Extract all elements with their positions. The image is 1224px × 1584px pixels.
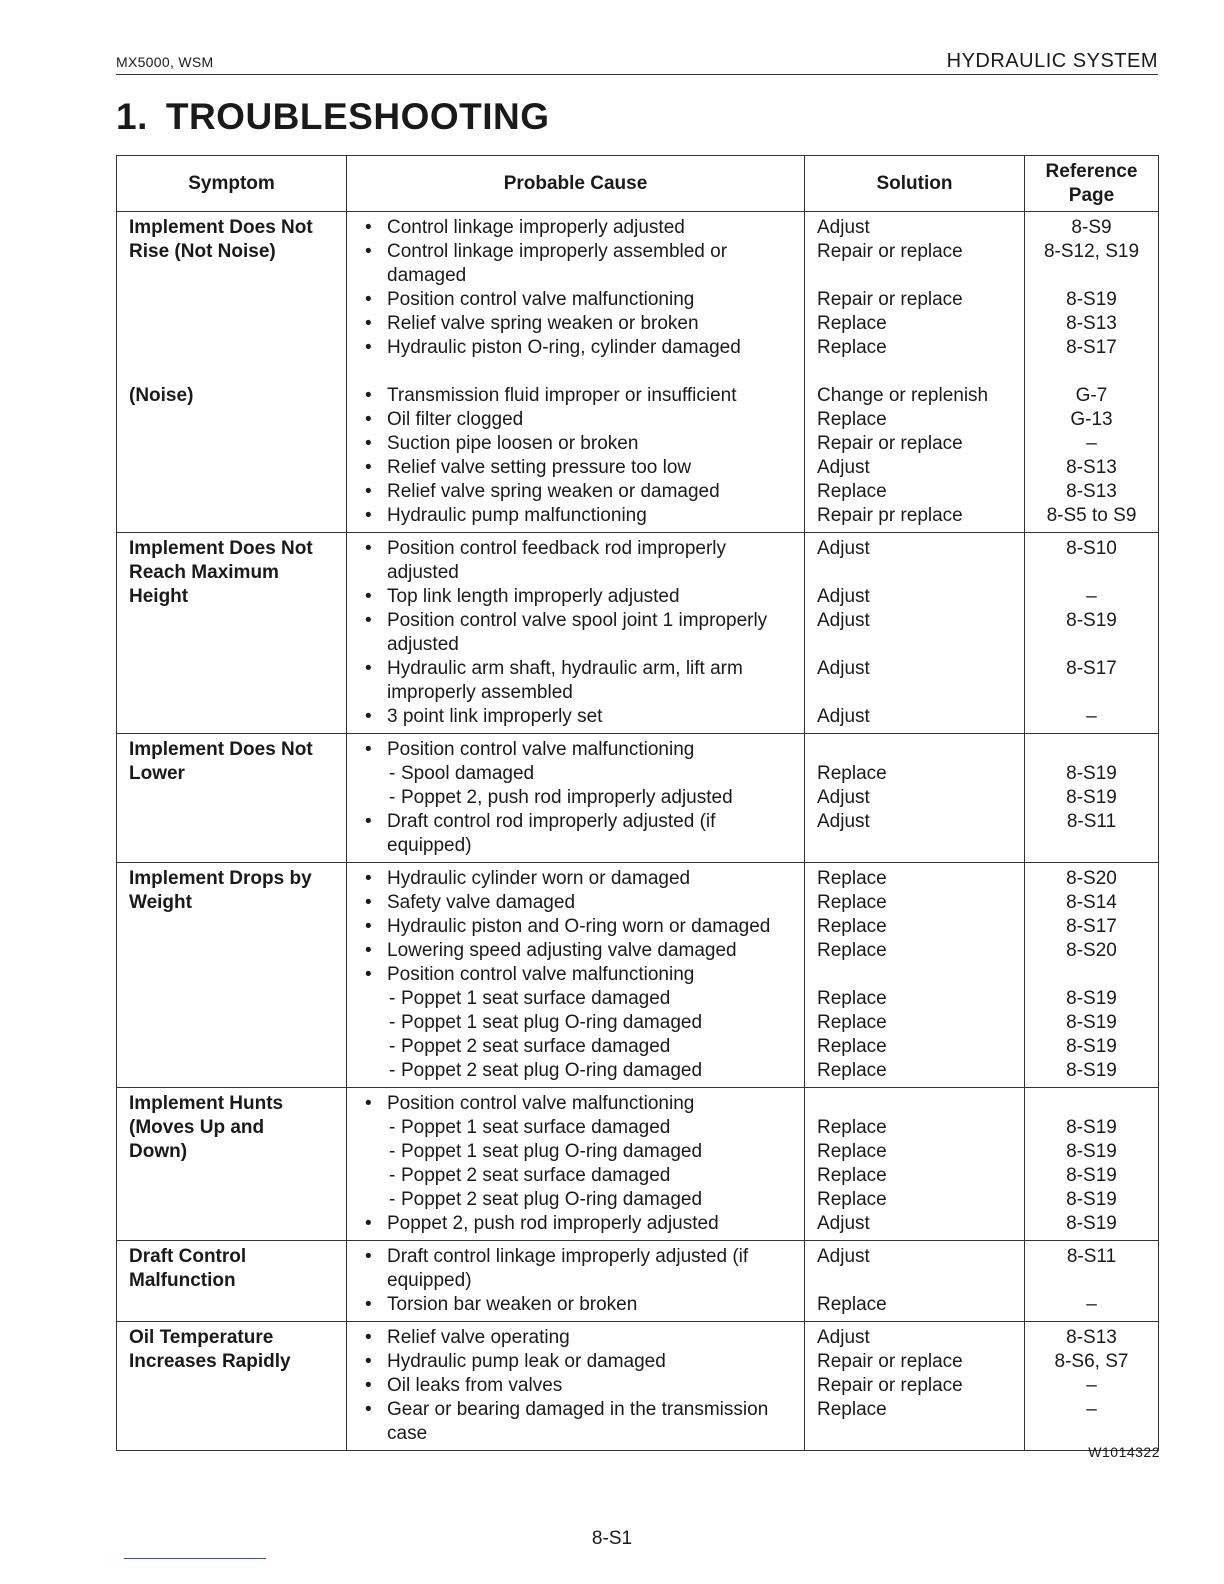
reference-page: 8-S19 bbox=[1066, 988, 1117, 1009]
symptom-text: Implement Does Not bbox=[129, 739, 313, 760]
solution-text bbox=[817, 738, 1024, 762]
solution-text bbox=[817, 360, 1024, 384]
solution-text: Adjust bbox=[817, 706, 870, 727]
cause-item: • Poppet 2, push rod improperly adjusted bbox=[361, 1212, 800, 1236]
cause-item: • Gear or bearing damaged in the transmission bbox=[361, 1398, 800, 1422]
symptom-text: Height bbox=[129, 586, 189, 607]
cause-item: equipped) bbox=[387, 835, 472, 856]
probable-cause-cell bbox=[347, 863, 805, 1088]
solution-text: Replace bbox=[817, 481, 887, 502]
cause-item: adjusted bbox=[387, 562, 459, 583]
solution-cell bbox=[805, 1241, 1025, 1322]
reference-page: 8-S14 bbox=[1066, 892, 1117, 913]
symptom-text: Oil Temperature bbox=[129, 1327, 274, 1348]
solution-text: Replace bbox=[817, 1117, 887, 1138]
solution-text: Replace bbox=[817, 988, 887, 1009]
reference-page bbox=[1025, 681, 1158, 705]
reference-page: – bbox=[1086, 706, 1097, 727]
cause-item: - Poppet 1 seat plug O-ring damaged bbox=[361, 1011, 800, 1035]
reference-page bbox=[1025, 360, 1158, 384]
reference-page: 8-S19 bbox=[1066, 1213, 1117, 1234]
page-number: 8-S1 bbox=[591, 1528, 633, 1549]
solution-text bbox=[817, 1269, 1024, 1293]
cause-item: - Poppet 2 seat surface damaged bbox=[361, 1035, 800, 1059]
probable-cause-cell bbox=[347, 533, 805, 734]
section-title: HYDRAULIC SYSTEM bbox=[946, 50, 1158, 72]
solution-text bbox=[817, 681, 1024, 705]
cause-item: • Relief valve spring weaken or damaged bbox=[361, 480, 800, 504]
reference-page: 8-S13 bbox=[1066, 313, 1117, 334]
reference-page: 8-S9 bbox=[1071, 217, 1112, 238]
title-number: 1. bbox=[116, 96, 148, 137]
document-code: W1014322 bbox=[1088, 1444, 1160, 1460]
troubleshooting-table bbox=[116, 155, 1159, 1451]
cause-item: • Draft control linkage improperly adjusted (if bbox=[361, 1245, 800, 1269]
cause-item: - Poppet 1 seat surface damaged bbox=[361, 1116, 800, 1140]
cause-item: - Poppet 2 seat surface damaged bbox=[361, 1164, 800, 1188]
solution-cell bbox=[805, 1322, 1025, 1451]
symptom-text: Down) bbox=[129, 1141, 188, 1162]
cause-item: • Position control valve malfunctioning bbox=[361, 738, 800, 762]
header-reference-page bbox=[1025, 156, 1159, 212]
cause-item: - Spool damaged bbox=[361, 762, 800, 786]
reference-page: 8-S19 bbox=[1066, 610, 1117, 631]
cause-item: • Hydraulic pump malfunctioning bbox=[361, 504, 800, 528]
table-row bbox=[117, 1322, 1159, 1451]
title-text: TROUBLESHOOTING bbox=[165, 96, 550, 137]
spacer bbox=[361, 360, 800, 384]
solution-text: Repair or replace bbox=[817, 241, 963, 262]
solution-text: Repair or replace bbox=[817, 289, 963, 310]
table-row bbox=[117, 533, 1159, 734]
reference-cell bbox=[1025, 863, 1159, 1088]
solution-text bbox=[817, 1092, 1024, 1116]
reference-page bbox=[1025, 834, 1158, 858]
solution-text bbox=[817, 963, 1024, 987]
symptom-cell bbox=[117, 1322, 347, 1451]
symptom-text: Reach Maximum bbox=[129, 562, 279, 583]
page-header bbox=[116, 50, 1158, 75]
symptom-cell bbox=[117, 863, 347, 1088]
solution-text bbox=[817, 633, 1024, 657]
solution-text bbox=[817, 834, 1024, 858]
cause-item: • Hydraulic cylinder worn or damaged bbox=[361, 867, 800, 891]
cause-item: • Suction pipe loosen or broken bbox=[361, 432, 800, 456]
cause-item: • Relief valve operating bbox=[361, 1326, 800, 1350]
solution-text: Change or replenish bbox=[817, 385, 989, 406]
solution-text: Replace bbox=[817, 1165, 887, 1186]
reference-page: 8-S19 bbox=[1066, 787, 1117, 808]
reference-page: 8-S17 bbox=[1066, 337, 1117, 358]
reference-page: G-7 bbox=[1075, 385, 1108, 406]
reference-page: 8-S6, S7 bbox=[1054, 1351, 1129, 1372]
symptom-text: (Moves Up and bbox=[129, 1117, 265, 1138]
footer-rule bbox=[124, 1558, 266, 1559]
reference-page: 8-S19 bbox=[1066, 1012, 1117, 1033]
reference-page bbox=[1025, 963, 1158, 987]
symptom-text bbox=[129, 288, 342, 312]
symptom-text bbox=[129, 312, 342, 336]
page-title bbox=[116, 96, 550, 138]
cause-item: • Torsion bar weaken or broken bbox=[361, 1293, 800, 1317]
table-row bbox=[117, 863, 1159, 1088]
cause-item: • Oil filter clogged bbox=[361, 408, 800, 432]
probable-cause-cell bbox=[347, 734, 805, 863]
reference-page: G-13 bbox=[1070, 409, 1113, 430]
solution-text: Replace bbox=[817, 868, 887, 889]
reference-page bbox=[1025, 561, 1158, 585]
header-reference: Reference bbox=[1045, 160, 1138, 182]
cause-item: damaged bbox=[387, 265, 467, 286]
reference-cell bbox=[1025, 1322, 1159, 1451]
reference-page: 8-S10 bbox=[1066, 538, 1117, 559]
solution-text: Adjust bbox=[817, 1246, 870, 1267]
solution-text: Replace bbox=[817, 337, 887, 358]
reference-page: 8-S13 bbox=[1066, 481, 1117, 502]
solution-text: Adjust bbox=[817, 217, 870, 238]
reference-page: 8-S12, S19 bbox=[1043, 241, 1140, 262]
manual-model: MX5000, WSM bbox=[116, 54, 214, 70]
solution-text: Replace bbox=[817, 892, 887, 913]
symptom-text: Implement Drops by bbox=[129, 868, 312, 889]
cause-item: • Position control valve malfunctioning bbox=[361, 288, 800, 312]
reference-page: – bbox=[1086, 433, 1097, 454]
solution-text: Replace bbox=[817, 1012, 887, 1033]
reference-page: 8-S19 bbox=[1066, 1060, 1117, 1081]
solution-text: Adjust bbox=[817, 658, 870, 679]
solution-text: Repair or replace bbox=[817, 1375, 963, 1396]
symptom-text bbox=[129, 264, 342, 288]
solution-cell bbox=[805, 212, 1025, 533]
symptom-cell bbox=[117, 734, 347, 863]
reference-page: 8-S20 bbox=[1066, 940, 1117, 961]
solution-text bbox=[817, 561, 1024, 585]
symptom-text: Implement Does Not bbox=[129, 538, 313, 559]
symptom-text: Increases Rapidly bbox=[129, 1351, 291, 1372]
solution-text: Replace bbox=[817, 916, 887, 937]
cause-item: - Poppet 1 seat plug O-ring damaged bbox=[361, 1140, 800, 1164]
reference-page: 8-S19 bbox=[1066, 1036, 1117, 1057]
reference-page: 8-S19 bbox=[1066, 763, 1117, 784]
cause-item: • Relief valve spring weaken or broken bbox=[361, 312, 800, 336]
reference-page: 8-S17 bbox=[1066, 916, 1117, 937]
cause-item: case bbox=[387, 1423, 428, 1444]
solution-text: Replace bbox=[817, 1189, 887, 1210]
symptom-text: Draft Control bbox=[129, 1246, 247, 1267]
solution-text: Adjust bbox=[817, 811, 870, 832]
reference-page: – bbox=[1086, 1294, 1097, 1315]
cause-item: • Hydraulic piston O-ring, cylinder damaged bbox=[361, 336, 800, 360]
header-symptom: Symptom bbox=[117, 156, 347, 212]
table-row bbox=[117, 1088, 1159, 1241]
reference-page: 8-S13 bbox=[1066, 1327, 1117, 1348]
cause-item: • Relief valve setting pressure too low bbox=[361, 456, 800, 480]
header-page: Page bbox=[1068, 184, 1115, 206]
table-row bbox=[117, 734, 1159, 863]
reference-page: 8-S19 bbox=[1066, 1165, 1117, 1186]
probable-cause-cell bbox=[347, 1322, 805, 1451]
cause-item: - Poppet 2 seat plug O-ring damaged bbox=[361, 1188, 800, 1212]
solution-cell bbox=[805, 533, 1025, 734]
header-probable-cause: Probable Cause bbox=[347, 156, 805, 212]
cause-item: • Safety valve damaged bbox=[361, 891, 800, 915]
solution-text: Repair or replace bbox=[817, 1351, 963, 1372]
symptom-text: Weight bbox=[129, 892, 192, 913]
probable-cause-cell bbox=[347, 1241, 805, 1322]
cause-item: - Poppet 2 seat plug O-ring damaged bbox=[361, 1059, 800, 1083]
probable-cause-cell bbox=[347, 1088, 805, 1241]
table-header-row bbox=[117, 156, 1159, 212]
solution-text: Replace bbox=[817, 1294, 887, 1315]
cause-item: • Draft control rod improperly adjusted (if bbox=[361, 810, 800, 834]
reference-cell bbox=[1025, 734, 1159, 863]
reference-page bbox=[1025, 1092, 1158, 1116]
symptom-text: Implement Hunts bbox=[129, 1093, 284, 1114]
solution-text: Replace bbox=[817, 313, 887, 334]
reference-page: – bbox=[1086, 1399, 1097, 1420]
reference-page: – bbox=[1086, 586, 1097, 607]
cause-item: improperly assembled bbox=[387, 682, 573, 703]
cause-item: • Control linkage improperly assembled or bbox=[361, 240, 800, 264]
solution-text: Adjust bbox=[817, 586, 870, 607]
solution-text: Replace bbox=[817, 1060, 887, 1081]
reference-cell bbox=[1025, 533, 1159, 734]
solution-cell bbox=[805, 863, 1025, 1088]
reference-page bbox=[1025, 738, 1158, 762]
cause-item: • Hydraulic pump leak or damaged bbox=[361, 1350, 800, 1374]
solution-text: Replace bbox=[817, 1036, 887, 1057]
reference-page bbox=[1025, 1269, 1158, 1293]
symptom-cell bbox=[117, 1088, 347, 1241]
cause-item: • Lowering speed adjusting valve damaged bbox=[361, 939, 800, 963]
solution-text bbox=[817, 1422, 1024, 1446]
solution-text: Replace bbox=[817, 1399, 887, 1420]
solution-text: Replace bbox=[817, 1141, 887, 1162]
reference-page bbox=[1025, 264, 1158, 288]
header-solution: Solution bbox=[805, 156, 1025, 212]
cause-item: adjusted bbox=[387, 634, 459, 655]
cause-item: • Hydraulic arm shaft, hydraulic arm, lift arm bbox=[361, 657, 800, 681]
symptom-cell bbox=[117, 533, 347, 734]
cause-item: • Position control valve malfunctioning bbox=[361, 963, 800, 987]
cause-item: • Transmission fluid improper or insufficient bbox=[361, 384, 800, 408]
reference-page: 8-S13 bbox=[1066, 457, 1117, 478]
reference-page: 8-S11 bbox=[1066, 1246, 1117, 1267]
solution-text: Repair or replace bbox=[817, 433, 963, 454]
reference-page: 8-S11 bbox=[1066, 811, 1117, 832]
cause-item: • Position control valve malfunctioning bbox=[361, 1092, 800, 1116]
table-row bbox=[117, 212, 1159, 533]
solution-text: Adjust bbox=[817, 1213, 870, 1234]
reference-cell bbox=[1025, 1088, 1159, 1241]
reference-page bbox=[1025, 1422, 1158, 1446]
solution-text: Adjust bbox=[817, 457, 870, 478]
symptom-cell bbox=[117, 212, 347, 533]
reference-page: 8-S20 bbox=[1066, 868, 1117, 889]
cause-item: • 3 point link improperly set bbox=[361, 705, 800, 729]
solution-text: Adjust bbox=[817, 1327, 870, 1348]
reference-page: 8-S17 bbox=[1066, 658, 1117, 679]
reference-page: 8-S19 bbox=[1066, 1141, 1117, 1162]
reference-page: 8-S19 bbox=[1066, 289, 1117, 310]
cause-item: equipped) bbox=[387, 1270, 472, 1291]
probable-cause-cell bbox=[347, 212, 805, 533]
solution-text: Replace bbox=[817, 940, 887, 961]
reference-page: – bbox=[1086, 1375, 1097, 1396]
cause-item: • Position control feedback rod improperly bbox=[361, 537, 800, 561]
symptom-text: Malfunction bbox=[129, 1270, 236, 1291]
symptom-text bbox=[129, 336, 342, 360]
solution-text: Replace bbox=[817, 763, 887, 784]
cause-item: • Oil leaks from valves bbox=[361, 1374, 800, 1398]
solution-text: Replace bbox=[817, 409, 887, 430]
solution-text bbox=[817, 264, 1024, 288]
reference-page bbox=[1025, 633, 1158, 657]
solution-text: Adjust bbox=[817, 787, 870, 808]
symptom-text: Lower bbox=[129, 763, 185, 784]
solution-text: Adjust bbox=[817, 610, 870, 631]
cause-item: - Poppet 1 seat surface damaged bbox=[361, 987, 800, 1011]
cause-item: • Top link length improperly adjusted bbox=[361, 585, 800, 609]
reference-page: 8-S5 to S9 bbox=[1046, 505, 1137, 526]
solution-cell bbox=[805, 734, 1025, 863]
cause-item: • Hydraulic piston and O-ring worn or damaged bbox=[361, 915, 800, 939]
symptom-text: Implement Does Not bbox=[129, 217, 313, 238]
solution-cell bbox=[805, 1088, 1025, 1241]
solution-text: Adjust bbox=[817, 538, 870, 559]
symptom-text: (Noise) bbox=[129, 385, 194, 406]
reference-page: 8-S19 bbox=[1066, 1189, 1117, 1210]
reference-cell bbox=[1025, 212, 1159, 533]
cause-item: • Control linkage improperly adjusted bbox=[361, 216, 800, 240]
cause-item: • Position control valve spool joint 1 improperly bbox=[361, 609, 800, 633]
table-row bbox=[117, 1241, 1159, 1322]
symptom-text bbox=[129, 360, 342, 384]
reference-cell bbox=[1025, 1241, 1159, 1322]
solution-text: Repair pr replace bbox=[817, 505, 963, 526]
symptom-text: Rise (Not Noise) bbox=[129, 241, 276, 262]
reference-page: 8-S19 bbox=[1066, 1117, 1117, 1138]
cause-item: - Poppet 2, push rod improperly adjusted bbox=[361, 786, 800, 810]
symptom-cell bbox=[117, 1241, 347, 1322]
